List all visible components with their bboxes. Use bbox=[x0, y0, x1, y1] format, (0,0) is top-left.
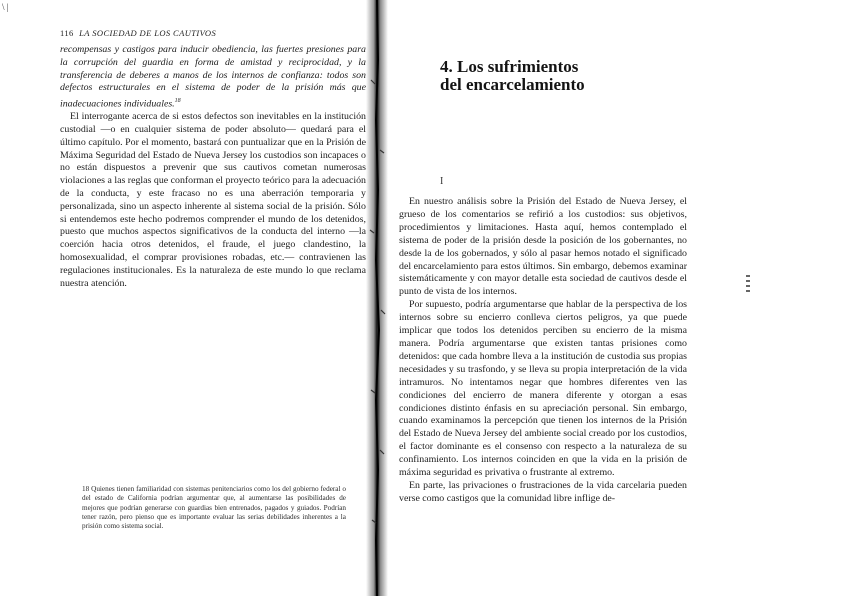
left-page bbox=[0, 0, 370, 596]
spine-shadow-graphic bbox=[366, 0, 388, 596]
corner-mark: \ | bbox=[2, 2, 9, 12]
page-number: 116 bbox=[60, 28, 74, 38]
book-spine-shadow bbox=[366, 0, 388, 596]
edge-mark bbox=[746, 290, 750, 292]
left-body-text bbox=[60, 44, 366, 290]
right-paragraph-2: Por supuesto, podría argumentarse que hablar de la perspectiva de los internos sobre su encierro conlleva ciertos peligros, ya que puede implicar que todos los detenidos perciben su encierro de la misma manera. Podría argumentarse que existen tantas prisiones como detenidos: que cada hombre lleva a la institución de custodia sus propias necesidades y su trasfondo, y se lleva su propia interpretación de la vida intramuros. No intentamos negar que hombres diferentes ven las condiciones del encierro de manera diferente y otorgan a esas condiciones distinto énfasis en su apreciación personal. Sin embargo, cuando examinamos la percepción que tienen los internos de la Prisión del Estado de Nueva Jersey del ambiente social creado por los custodios, el factor dominante es el consenso con respecto a la naturaleza de su confinamiento. Los internos coinciden en que la vida en la prisión de máxima seguridad es privativa o frustrante al extremo. bbox=[399, 299, 687, 479]
right-body-text bbox=[399, 196, 687, 506]
right-paragraph-1: En nuestro análisis sobre la Prisión del Estado de Nueva Jersey, el grueso de los comentarios se refirió a los custodios: sus objetivos, procedimientos y limitaciones. Hasta aquí, hemos contemplado el sistema de poder de la prisión desde la posición de los gobernantes, no desde la de los gobernados, y sólo al pasar hemos notado el significado del encarcelamiento para estos últimos. Sin embargo, debemos examinar sistemáticamente y con mayor detalle esta sociedad de cautivos desde el punto de vista de los internos. bbox=[399, 196, 687, 298]
right-paragraph-3: En parte, las privaciones o frustraciones de la vida carcelaria pueden verse como castigos que la comunidad libre inflige de- bbox=[399, 479, 687, 504]
running-head bbox=[60, 28, 216, 38]
left-paragraph-1: El interrogante acerca de si estos defectos son inevitables en la institución custodial —o en cualquier sistema de poder absoluto— quedará para el último capítulo. Por el momento, bastará con puntualizar que en la Prisión de Máxima Seguridad del Estado de Nueva Jersey los custodios son incapaces o no están dispuestos a prevenir que sus cautivos cometan numerosas violaciones a las reglas que conforman el proyecto teórico para la adecuación de la conducta, y este fracaso no es una aberración temporaria y personalizada, sino un aspecto inherente al sistema social de la prisión. Sólo si entendemos este hecho podremos comprender el mundo de los detenidos, puesto que muchos aspectos significativos de la conducta del interno —la coerción hacia otros detenidos, el fraude, el juego clandestino, la homosexualidad, el comprar provisiones robadas, etc.— contravienen las regulaciones institucionales. Es la naturaleza de este mundo lo que reclama nuestra atención. bbox=[60, 111, 366, 289]
edge-mark bbox=[746, 275, 750, 277]
chapter-title bbox=[440, 58, 700, 94]
section-number: I bbox=[440, 176, 444, 187]
footnote-ref: 18 bbox=[174, 98, 181, 105]
edge-mark bbox=[746, 280, 750, 282]
footnote: 18 Quienes tienen familiaridad con sistemas penitenciarios como los del gobierno federal o del estado de California podrían argumentar que, al aumentarse las posibilidades de mejores que podrían generarse con guardias bien entrenados, pagados y guiados. Podrían tener razón, pero pienso que es importante evaluar las serias debilidades inherentes a la prisión como sistema social. bbox=[82, 485, 346, 531]
chapter-title-line-1: 4. Los sufrimientos bbox=[440, 57, 579, 76]
quote-text: recompensas y castigos para inducir obediencia, las fuertes presiones para la corrupción del guardia en forma de amistad y reciprocidad, y la transferencia de deberes a manos de los internos de confianza: todos son defectos estructurales en el sistema de poder de la prisión más que inadecuaciones individuales. bbox=[60, 44, 366, 110]
page-edge-marks bbox=[746, 272, 752, 306]
quote-continuation bbox=[60, 44, 366, 111]
edge-mark bbox=[746, 285, 750, 287]
running-head-title: LA SOCIEDAD DE LOS CAUTIVOS bbox=[79, 28, 217, 38]
chapter-title-line-2: del encarcelamiento bbox=[440, 75, 585, 94]
